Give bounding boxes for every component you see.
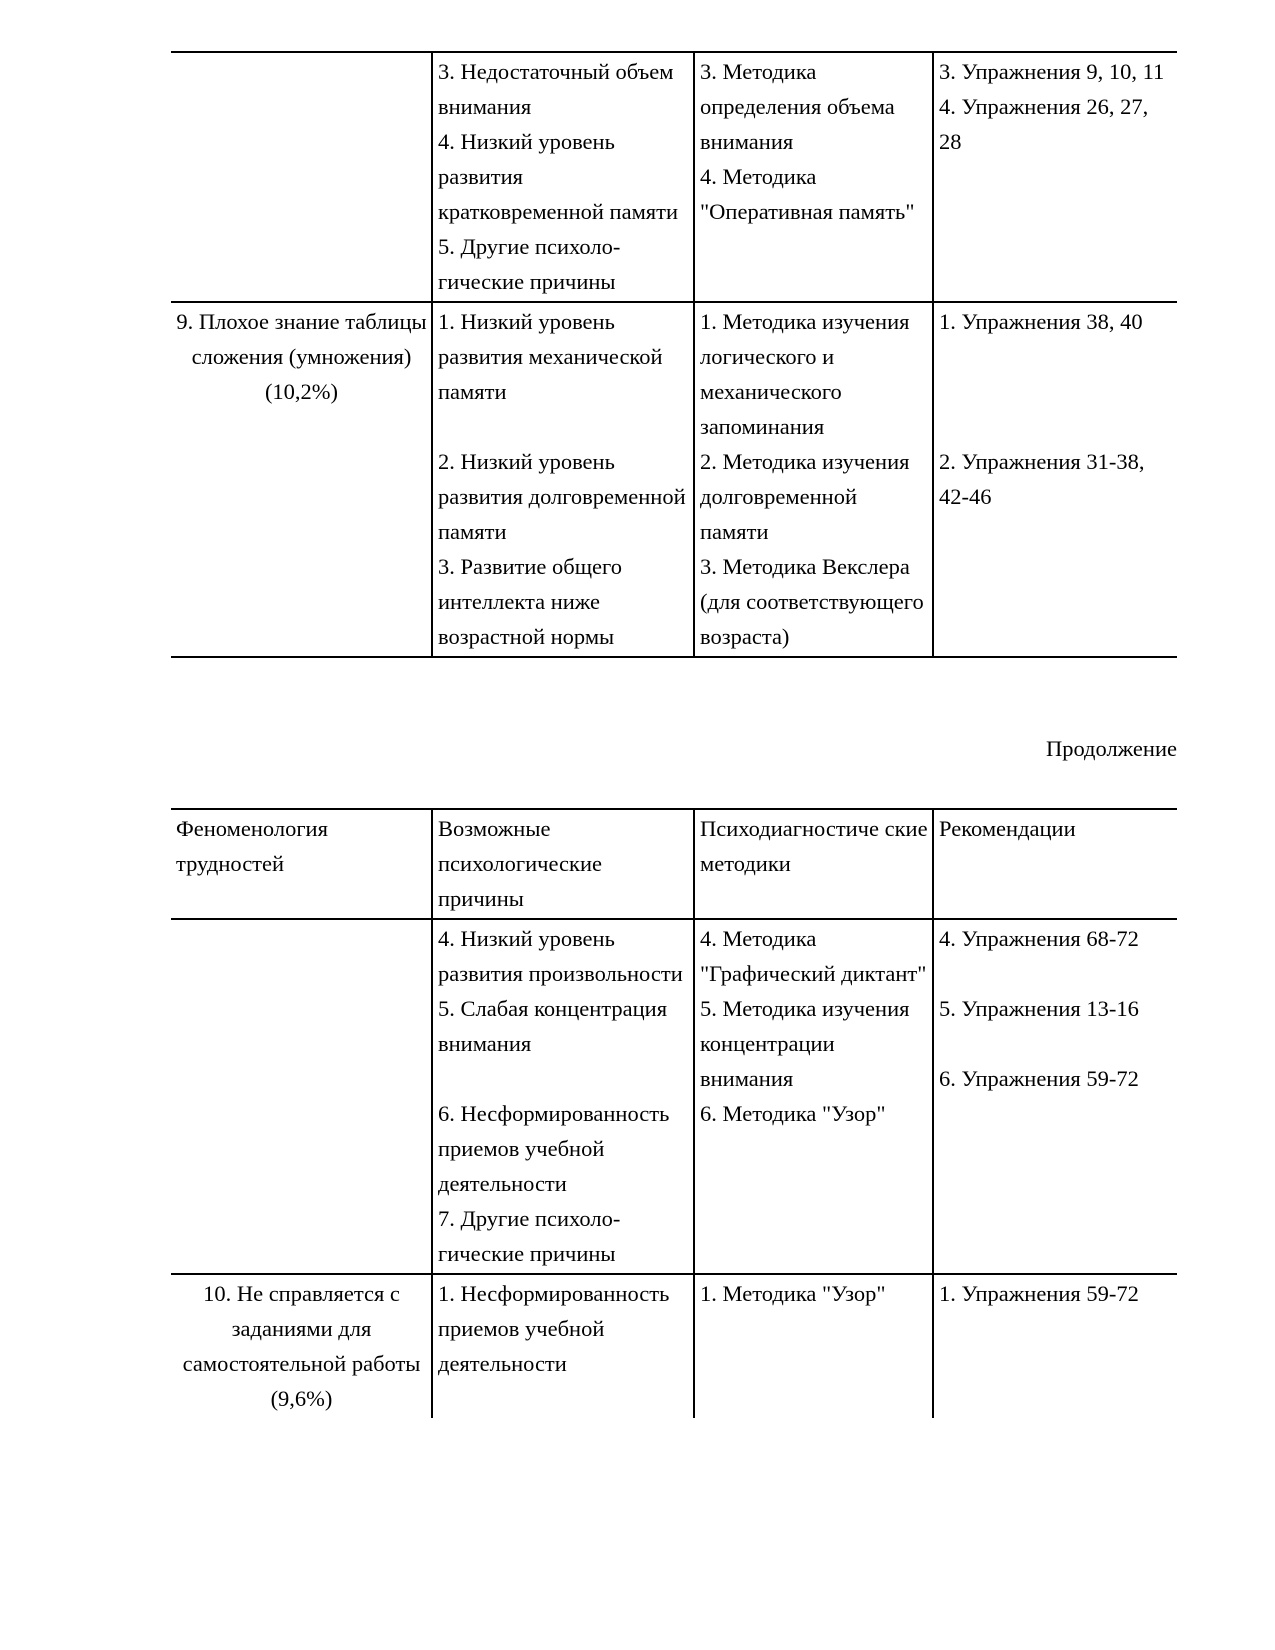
cell-phenomenology: 10. Не справляется с заданиями для самостоятельной работы (9,6%) bbox=[171, 1274, 432, 1418]
method-line: 6. Методика "Узор" bbox=[700, 1101, 886, 1126]
spacer bbox=[438, 1061, 689, 1096]
cause-line: 2. Низкий уровень развития долговременной памяти bbox=[438, 449, 692, 544]
cell-methods bbox=[694, 919, 933, 1274]
cell-recommendations bbox=[933, 302, 1177, 657]
method-line: 1. Методика "Узор" bbox=[700, 1281, 886, 1306]
cell-recommendations bbox=[933, 52, 1177, 302]
recommendation-line: 1. Упражнения 59-72 bbox=[939, 1281, 1139, 1306]
recommendation-line: 3. Упражнения 9, 10, 11 bbox=[939, 59, 1165, 84]
spacer bbox=[939, 374, 1173, 409]
continuation-label: Продолжение bbox=[1045, 736, 1177, 761]
method-line: 3. Методика Векслера (для соответствующего возраста) bbox=[700, 554, 930, 649]
cause-line: 7. Другие психоло-гические причины bbox=[438, 1206, 621, 1266]
method-line: 3. Методика определения объема внимания bbox=[700, 59, 901, 154]
cause-line: 5. Другие психоло-гические причины bbox=[438, 234, 621, 294]
recommendation-line: 6. Упражнения 59-72 bbox=[939, 1066, 1139, 1091]
column-header-phenomenology: Феноменология трудностей bbox=[176, 816, 328, 876]
difficulties-table-part-one bbox=[171, 51, 1177, 658]
recommendation-line: 4. Упражнения 68-72 bbox=[939, 926, 1139, 951]
cell-phenomenology bbox=[171, 919, 432, 1274]
cell-causes bbox=[432, 919, 694, 1274]
method-line: 4. Методика "Оперативная память" bbox=[700, 164, 915, 224]
cause-line: 3. Недостаточный объем внимания bbox=[438, 59, 680, 119]
cause-line: 4. Низкий уровень развития кратковременной памяти bbox=[438, 129, 679, 224]
spacer bbox=[939, 1026, 1173, 1061]
cell-phenomenology bbox=[171, 52, 432, 302]
cell-methods bbox=[694, 1274, 933, 1418]
cause-line: 5. Слабая концентрация внимания bbox=[438, 996, 673, 1056]
cell-causes bbox=[432, 52, 694, 302]
cause-line: 6. Несформированность приемов учебной деятельности bbox=[438, 1101, 675, 1196]
table-header-row bbox=[171, 809, 1177, 919]
method-line: 1. Методика изучения логического и механического запоминания bbox=[700, 309, 916, 439]
spacer bbox=[939, 956, 1173, 991]
cell-methods bbox=[694, 302, 933, 657]
cell-causes bbox=[432, 302, 694, 657]
method-line: 2. Методика изучения долговременной памяти bbox=[700, 449, 916, 544]
cell-recommendations bbox=[933, 1274, 1177, 1418]
spacer bbox=[939, 339, 1173, 374]
cell-phenomenology: 9. Плохое знание таблицы сложения (умножения) (10,2%) bbox=[171, 302, 432, 657]
recommendation-line: 2. Упражнения 31-38, 42-46 bbox=[939, 449, 1151, 509]
table-row bbox=[171, 302, 1177, 657]
table-row bbox=[171, 919, 1177, 1274]
cause-line: 3. Развитие общего интеллекта ниже возрастной нормы bbox=[438, 554, 628, 649]
spacer bbox=[438, 409, 689, 444]
recommendation-line: 1. Упражнения 38, 40 bbox=[939, 309, 1143, 334]
method-line: 5. Методика изучения концентрации внимания bbox=[700, 996, 916, 1091]
cell-methods bbox=[694, 52, 933, 302]
cell-causes bbox=[432, 1274, 694, 1418]
cause-line: 1. Низкий уровень развития механической памяти bbox=[438, 309, 669, 404]
column-header-methods: Психодиагностиче ские методики bbox=[694, 809, 933, 919]
method-line: 4. Методика "Графический диктант" bbox=[700, 926, 927, 986]
cell-recommendations bbox=[933, 919, 1177, 1274]
spacer bbox=[939, 409, 1173, 444]
recommendation-line: 5. Упражнения 13-16 bbox=[939, 996, 1139, 1021]
table-row bbox=[171, 1274, 1177, 1418]
column-header-causes: Возможные психологические причины bbox=[432, 809, 694, 919]
column-header-recommendations: Рекомендации bbox=[933, 809, 1177, 919]
difficulties-table-part-two bbox=[171, 808, 1177, 1418]
cause-line: 4. Низкий уровень развития произвольности bbox=[438, 926, 683, 986]
table-row bbox=[171, 52, 1177, 302]
recommendation-line: 4. Упражнения 26, 27, 28 bbox=[939, 94, 1154, 154]
cause-line: 1. Несформированность приемов учебной деятельности bbox=[438, 1281, 675, 1376]
